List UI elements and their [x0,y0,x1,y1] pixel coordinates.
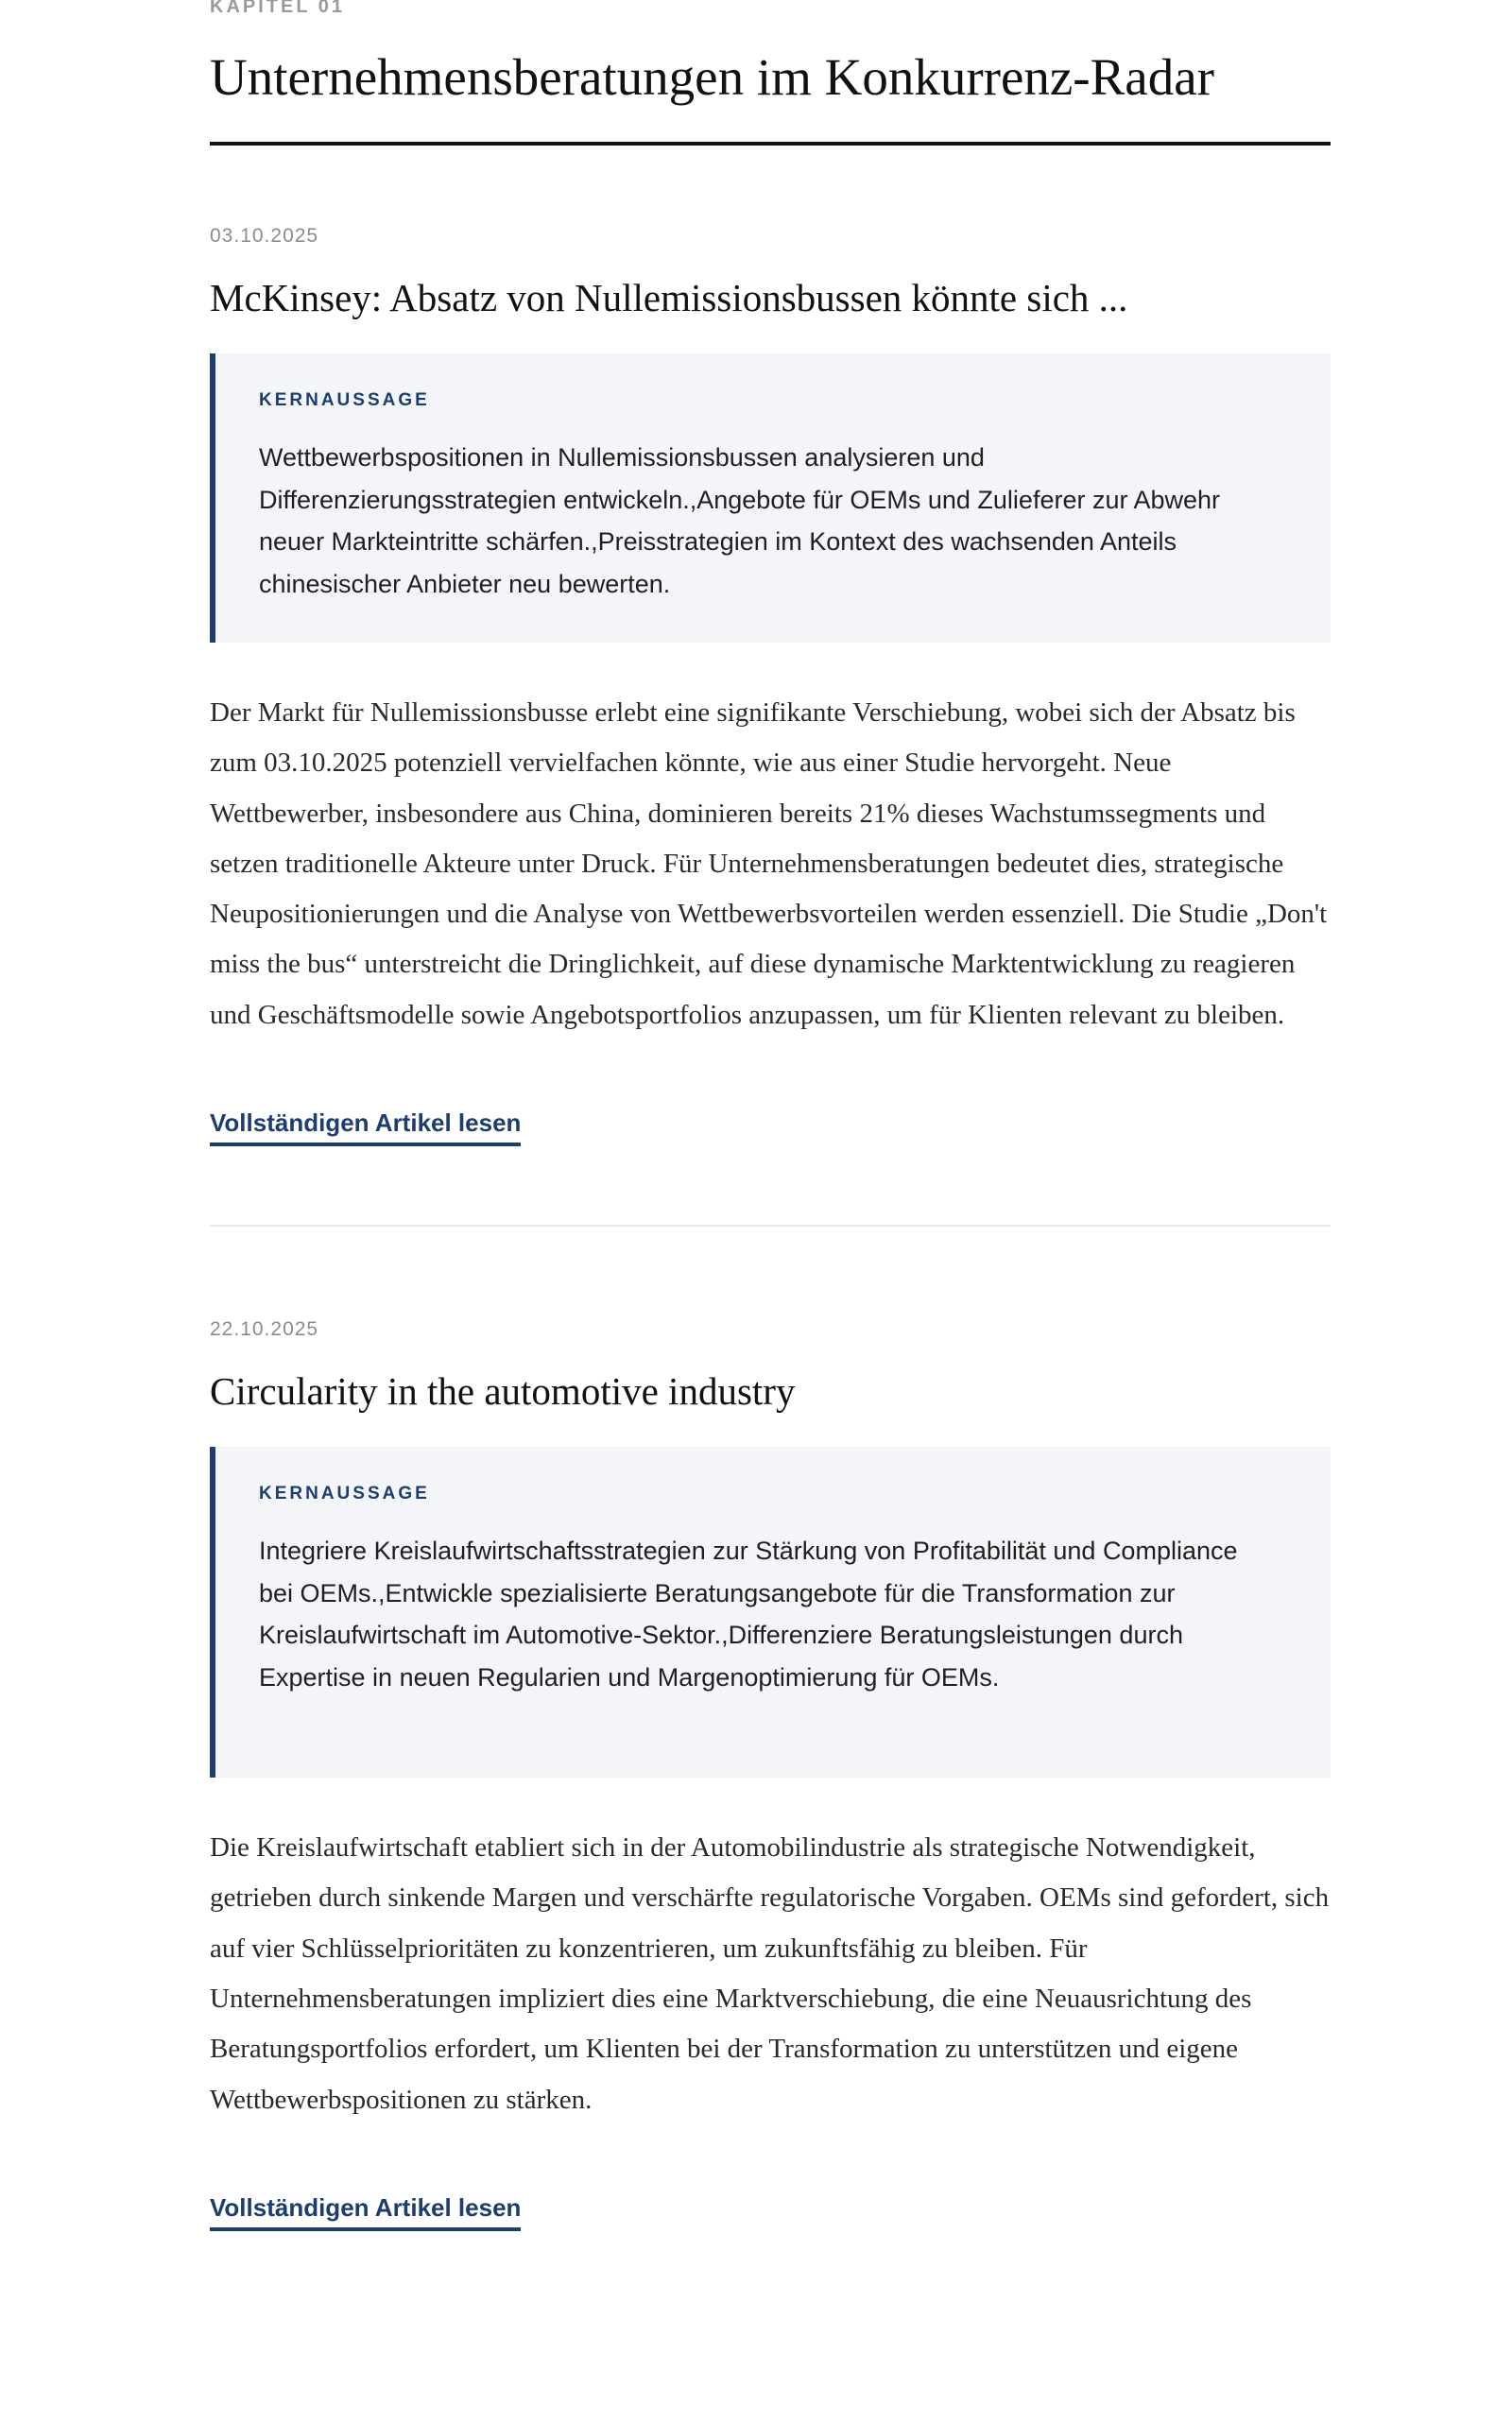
article-date: 03.10.2025 [210,225,319,247]
chapter-title-rule [210,142,1331,146]
key-message-box [210,1447,1331,1778]
article-card [210,1317,1331,2222]
key-message-text: Wettbewerbspositionen in Nullemissionsbussen analysieren und Differenzierungsstrategien entwickeln.,Angebote für OEMs und Zulieferer zur Abwehr neuer Markteintritte schärfen.,Preisstrategien im Kontext des wachsenden Anteils chinesischer Anbieter neu bewerten. [259,443,1221,598]
key-message-text: Integriere Kreislaufwirtschaftsstrategien zur Stärkung von Profitabilität und Compliance bei OEMs.,Entwickle spezialisierte Beratungsangebote für die Transformation zur Kreislaufwirtschaft im Automotive-Sektor.,Differenziere Beratungsleistungen durch Expertise in neuen Regularien und Margenoptimierung für OEMs. [259,1537,1238,1692]
article-body: Der Markt für Nullemissionsbusse erlebt eine signifikante Verschiebung, wobei sich der Absatz bis zum 03.10.2025 potenziell vervielfachen könnte, wie aus einer Studie hervorgeht. Neue Wettbewerber, insbesondere aus China, dominieren bereits 21% dieses Wachstumssegments und setzen traditionelle Akteure unter Druck. Für Unternehmensberatungen bedeutet dies, strategische Neupositionierungen und die Analyse von Wettbewerbsvorteilen werden essenziell. Die Studie „Don't miss the bus“ unterstreicht die Dringlichkeit, auf diese dynamische Marktentwicklung zu reagieren und Geschäftsmodelle sowie Angebotsportfolios anzupassen, um für Klienten relevant zu bleiben. [210,697,1328,1030]
chapter-label: KAPITEL 01 [210,0,345,17]
article-title: McKinsey: Absatz von Nullemissionsbussen könnte sich ... [210,276,1128,319]
read-full-article-link[interactable]: Vollständigen Artikel lesen [210,2193,521,2231]
key-message-box [210,353,1331,643]
article-title: Circularity in the automotive industry [210,1369,796,1414]
chapter-title: Unternehmensberatungen im Konkurrenz-Radar [210,48,1214,106]
read-full-article-link[interactable]: Vollständigen Artikel lesen [210,1108,521,1146]
article-divider [210,1225,1331,1227]
report-page [210,0,1331,2222]
key-message-label: KERNAUSSAGE [259,1484,430,1504]
article-date: 22.10.2025 [210,1318,319,1341]
key-message-label: KERNAUSSAGE [259,390,430,410]
article-body: Die Kreislaufwirtschaft etabliert sich in der Automobilindustrie als strategische Notwendigkeit, getrieben durch sinkende Margen und verschärfte regulatorische Vorgaben. OEMs sind gefordert, sich auf vier Schlüsselprioritäten zu konzentrieren, um zukunftsfähig zu bleiben. Für Unternehmensberatungen impliziert dies eine Marktverschiebung, die eine Neuausrichtung des Beratungsportfolios erfordert, um Klienten bei der Transformation zu unterstützen und eigene Wettbewerbspositionen zu stärken. [210,1832,1330,2115]
article-card [210,224,1331,1138]
